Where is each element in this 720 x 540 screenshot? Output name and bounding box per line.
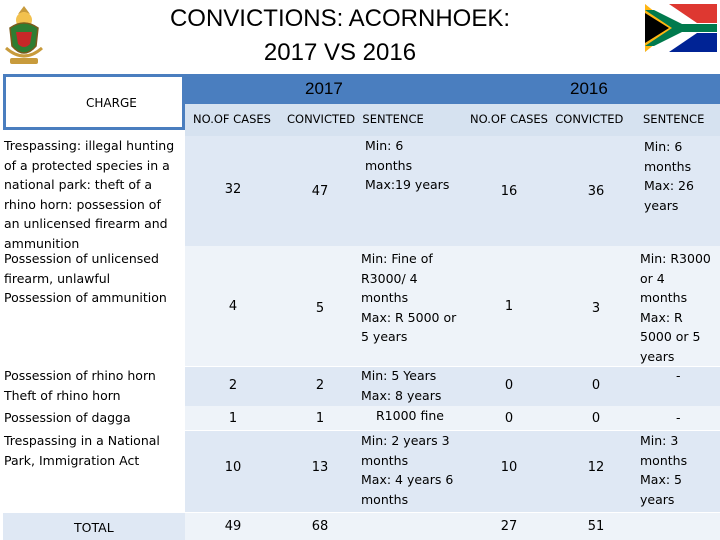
row-4-sentence-2016: - — [676, 410, 681, 425]
row-4-convicted-2016: 0 — [591, 411, 601, 426]
row-1-sentence-2017: Min: 6 months Max:19 years — [365, 138, 450, 192]
header-charge-label: CHARGE — [86, 96, 137, 110]
row-5-convicted-2016: 12 — [587, 460, 605, 475]
row-bg-total — [185, 512, 720, 540]
header-cases-2017: NO.OF CASES — [193, 112, 271, 126]
row-3-charge: Possession of rhino horn Theft of rhino horn — [4, 368, 156, 403]
header-convicted-sentence-2017: CONVICTED SENTENCE — [287, 112, 424, 126]
total-convicted-2016: 51 — [587, 519, 605, 534]
row-5-convicted-2017: 13 — [311, 460, 329, 475]
row-2-cases-2017: 4 — [228, 299, 238, 314]
total-convicted-2017: 68 — [311, 519, 329, 534]
coat-of-arms-icon — [0, 0, 48, 72]
row-1-sentence-2016: Min: 6 months Max: 26 years — [644, 139, 694, 213]
row-3-sentence-2017: Min: 5 Years Max: 8 years — [361, 368, 442, 403]
row-4-cases-2017: 1 — [228, 411, 238, 426]
page-title — [150, 2, 530, 70]
total-cases-2017: 49 — [224, 519, 242, 534]
row-bg-3 — [185, 366, 720, 406]
row-5-charge: Trespassing in a National Park, Immigration Act — [4, 433, 160, 468]
row-1-cases-2016: 16 — [500, 184, 518, 199]
row-bg-4 — [185, 406, 720, 430]
row-3-sentence-2016: - — [676, 368, 681, 383]
row-5-sentence-2016: Min: 3 months Max: 5 years — [640, 433, 688, 507]
row-3-cases-2017: 2 — [228, 378, 238, 393]
row-1-charge: Trespassing: illegal hunting of a protected species in a national park: theft of a rhino horn: possession of an unlicensed firearm and ammunition — [4, 138, 175, 251]
row-2-convicted-2017: 5 — [315, 301, 325, 316]
row-5-cases-2016: 10 — [500, 460, 518, 475]
title-line-2: 2017 VS 2016 — [263, 39, 417, 66]
row-2-charge: Possession of unlicensed firearm, unlawful Possession of ammunition — [4, 251, 167, 305]
row-5-cases-2017: 10 — [224, 460, 242, 475]
row-2-sentence-2017: Min: Fine of R3000/ 4 months Max: R 5000 or 5 years — [361, 251, 457, 344]
header-2017: 2017 — [305, 79, 343, 98]
row-4-convicted-2017: 1 — [315, 411, 325, 426]
row-bg-1 — [185, 136, 720, 246]
convictions-table — [0, 74, 720, 540]
row-5-sentence-2017: Min: 2 years 3 months Max: 4 years 6 months — [361, 433, 454, 507]
header-cases-convicted-2016: NO.OF CASES CONVICTED — [470, 112, 624, 126]
total-cases-2016: 27 — [500, 519, 518, 534]
title-line-1: CONVICTIONS: ACORNHOEK: — [169, 5, 511, 32]
row-2-convicted-2016: 3 — [591, 301, 601, 316]
row-3-cases-2016: 0 — [504, 378, 514, 393]
row-3-convicted-2017: 2 — [315, 378, 325, 393]
header-2016: 2016 — [570, 79, 608, 98]
row-4-sentence-2017: R1000 fine — [376, 408, 444, 423]
row-2-cases-2016: 1 — [504, 299, 514, 314]
south-africa-flag-icon — [645, 4, 717, 52]
row-2-sentence-2016: Min: R3000 or 4 months Max: R 5000 or 5 years — [640, 251, 711, 364]
total-label: TOTAL — [74, 520, 114, 535]
row-1-convicted-2016: 36 — [587, 184, 605, 199]
row-3-convicted-2016: 0 — [591, 378, 601, 393]
row-1-cases-2017: 32 — [224, 182, 242, 197]
header-sentence-2016: SENTENCE — [643, 112, 705, 126]
row-4-cases-2016: 0 — [504, 411, 514, 426]
row-4-charge: Possession of dagga — [4, 410, 131, 425]
row-1-convicted-2017: 47 — [311, 184, 329, 199]
